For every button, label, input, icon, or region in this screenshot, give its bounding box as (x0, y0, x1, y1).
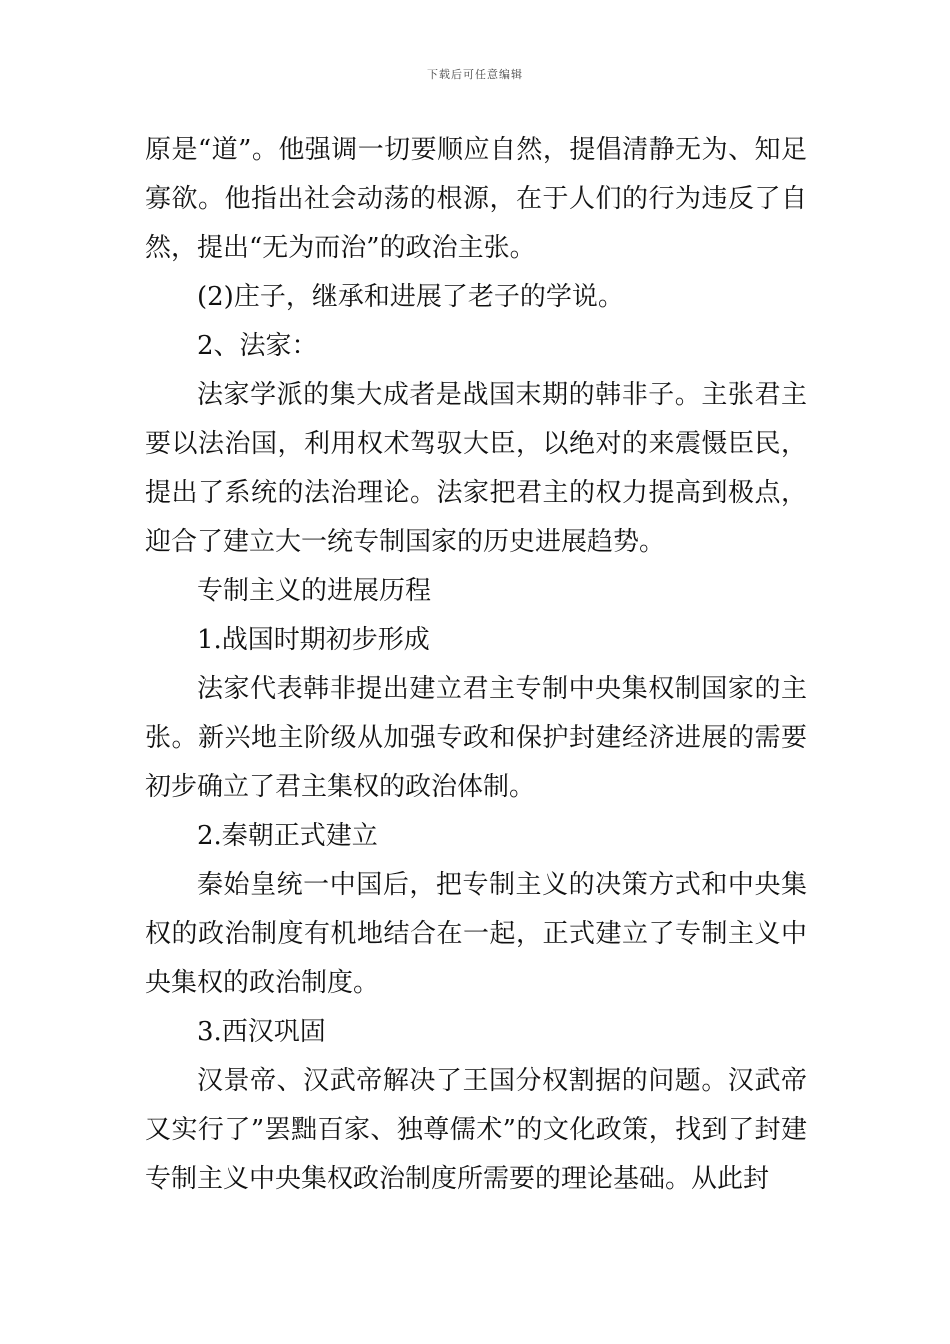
paragraph-qin-dynasty: 秦始皇统一中国后，把专制主义的决策方式和中央集权的政治制度有机地结合在一起，正式建立了专制主义中央集权的政治制度。 (145, 870, 807, 998)
document-body (145, 126, 807, 1204)
heading-autocracy-history: 专制主义的进展历程 (197, 576, 432, 606)
heading-western-han: 3.西汉巩固 (197, 1017, 326, 1047)
paragraph-laozi-continued: 原是“道”。他强调一切要顺应自然，提倡清静无为、知足寡欲。他指出社会动荡的根源，在于人们的行为违反了自然，提出“无为而治”的政治主张。 (145, 135, 807, 263)
paragraph-zhuangzi: (2)庄子，继承和进展了老子的学说。 (197, 282, 624, 312)
paragraph-legalism: 法家学派的集大成者是战国末期的韩非子。主张君主要以法治国，利用权术驾驭大臣，以绝对的来震慑臣民，提出了系统的法治理论。法家把君主的权力提高到极点，迎合了建立大一统专制国家的历史进展趋势。 (145, 380, 807, 557)
paragraph-warring-states: 法家代表韩非提出建立君主专制中央集权制国家的主张。新兴地主阶级从加强专政和保护封建经济进展的需要初步确立了君主集权的政治体制。 (145, 674, 807, 802)
heading-qin-dynasty: 2.秦朝正式建立 (197, 821, 378, 851)
paragraph-western-han: 汉景帝、汉武帝解决了王国分权割据的问题。汉武帝又实行了”罢黜百家、独尊儒术”的文化政策，找到了封建专制主义中央集权政治制度所需要的理论基础。从此封 (145, 1066, 807, 1194)
heading-legalism: 2、法家： (197, 331, 318, 361)
heading-warring-states: 1.战国时期初步形成 (197, 625, 430, 655)
page-header: 下载后可任意编辑 (427, 68, 523, 81)
